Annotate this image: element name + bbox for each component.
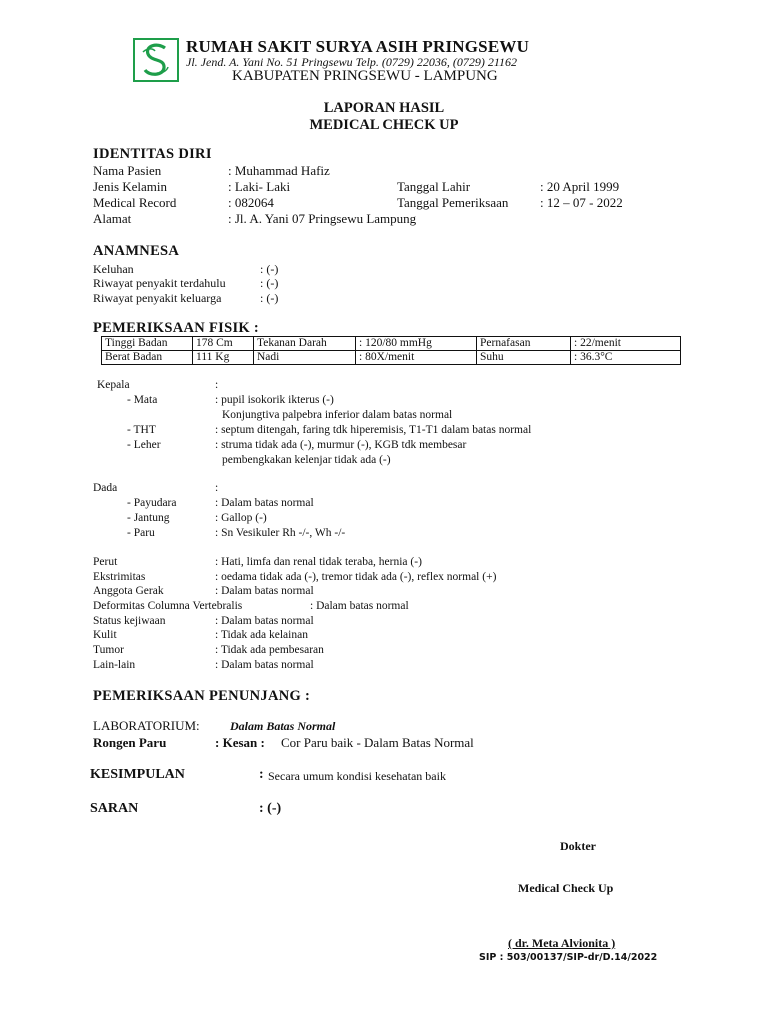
- breast-value: : Dalam batas normal: [215, 497, 314, 509]
- eye-label: - Mata: [127, 394, 158, 406]
- chest-label: Dada: [93, 482, 118, 494]
- table-row: [102, 337, 681, 351]
- medical-record-value: : 082064: [228, 195, 274, 210]
- physical-exam-heading: PEMERIKSAAN FISIK :: [93, 320, 260, 336]
- spine-label: Deformitas Columna Vertebralis: [93, 600, 243, 612]
- xray-impression-label: : Kesan :: [215, 735, 265, 750]
- ent-label: - THT: [127, 424, 156, 436]
- other-value: : Dalam batas normal: [215, 659, 314, 671]
- height-label: Tinggi Badan: [102, 337, 193, 351]
- xray-label: Rongen Paru: [93, 735, 167, 750]
- complaint-label: Keluhan: [93, 262, 134, 276]
- dob-value: : 20 April 1999: [540, 179, 620, 194]
- gender-value: : Laki- Laki: [228, 179, 291, 194]
- tumor-label: Tumor: [93, 644, 124, 656]
- family-history-label: Riwayat penyakit keluarga: [93, 291, 222, 305]
- neck-label: - Leher: [127, 439, 161, 451]
- lab-value: Dalam Batas Normal: [230, 719, 336, 733]
- exam-date-label: Tanggal Pemeriksaan: [397, 195, 509, 210]
- spine-value: : Dalam batas normal: [310, 600, 409, 612]
- skin-value: : Tidak ada kelainan: [215, 629, 308, 641]
- head-colon: :: [215, 379, 219, 391]
- mental-status-label: Status kejiwaan: [93, 615, 166, 627]
- other-label: Lain-lain: [93, 659, 136, 671]
- gender-label: Jenis Kelamin: [93, 179, 168, 194]
- doctor-license-number: SIP : 503/00137/SIP-dr/D.14/2022: [479, 952, 658, 963]
- breast-label: - Payudara: [127, 497, 177, 509]
- conclusion-colon: :: [259, 767, 264, 782]
- skin-label: Kulit: [93, 629, 117, 641]
- hospital-name: RUMAH SAKIT SURYA ASIH PRINGSEWU: [186, 37, 530, 56]
- lung-value: : Sn Vesikuler Rh -/-, Wh -/-: [215, 527, 346, 539]
- xray-value: Cor Paru baik - Dalam Batas Normal: [281, 735, 474, 750]
- patient-name-label: Nama Pasien: [93, 163, 162, 178]
- temperature-label: Suhu: [477, 351, 571, 365]
- table-row: [102, 351, 681, 365]
- neck-value-2: pembengkakan kelenjar tidak ada (-): [222, 454, 391, 466]
- extremities-label: Ekstrimitas: [93, 571, 146, 583]
- past-illness-label: Riwayat penyakit terdahulu: [93, 276, 226, 290]
- abdomen-label: Perut: [93, 556, 118, 568]
- temperature-value: : 36.3°C: [571, 351, 681, 365]
- blood-pressure-value: : 120/80 mmHg: [356, 337, 477, 351]
- hospital-address: Jl. Jend. A. Yani No. 51 Pringsewu Telp. (0729) 22036, (0729) 21162: [186, 55, 517, 69]
- neck-value: : struma tidak ada (-), murmur (-), KGB tdk membesar: [215, 439, 467, 451]
- conclusion-heading: KESIMPULAN: [90, 767, 185, 782]
- address-value: : Jl. A. Yani 07 Pringsewu Lampung: [228, 211, 417, 226]
- respiration-value: : 22/menit: [571, 337, 681, 351]
- heart-value: : Gallop (-): [215, 512, 267, 524]
- past-illness-value: : (-): [260, 276, 279, 290]
- chest-colon: :: [215, 482, 219, 494]
- support-exam-heading: PEMERIKSAAN PENUNJANG :: [93, 688, 311, 704]
- eye-value-2: Konjungtiva palpebra inferior dalam batas normal: [222, 409, 453, 421]
- height-value: 178 Cm: [193, 337, 254, 351]
- limbs-label: Anggota Gerak: [93, 585, 164, 597]
- advice-heading: SARAN: [90, 801, 139, 816]
- signer-role-line2: Medical Check Up: [518, 881, 614, 895]
- conclusion-value: Secara umum kondisi kesehatan baik: [268, 769, 446, 783]
- doctor-name: ( dr. Meta Alvionita ): [508, 936, 616, 950]
- heart-label: - Jantung: [127, 512, 170, 524]
- extremities-value: : oedama tidak ada (-), tremor tidak ada (-), reflex normal (+): [215, 571, 497, 583]
- exam-date-value: : 12 – 07 - 2022: [540, 195, 623, 210]
- weight-label: Berat Badan: [102, 351, 193, 365]
- mental-status-value: : Dalam batas normal: [215, 615, 314, 627]
- hospital-logo: [133, 38, 179, 82]
- weight-value: 111 Kg: [193, 351, 254, 365]
- identity-heading: IDENTITAS DIRI: [93, 146, 212, 162]
- advice-value: : (-): [259, 801, 282, 816]
- respiration-label: Pernafasan: [477, 337, 571, 351]
- signer-role-line1: Dokter: [560, 839, 596, 853]
- anamnesis-heading: ANAMNESA: [93, 243, 180, 259]
- pulse-value: : 80X/menit: [356, 351, 477, 365]
- tumor-value: : Tidak ada pembesaran: [215, 644, 324, 656]
- logo-s-icon: [135, 40, 177, 80]
- vitals-table: [101, 336, 681, 365]
- eye-value: : pupil isokorik ikterus (-): [215, 394, 334, 406]
- report-title-line2: MEDICAL CHECK UP: [309, 117, 459, 133]
- hospital-regency: KABUPATEN PRINGSEWU - LAMPUNG: [232, 68, 498, 84]
- lung-label: - Paru: [127, 527, 155, 539]
- report-title-line1: LAPORAN HASIL: [323, 100, 445, 116]
- head-label: Kepala: [97, 379, 130, 391]
- patient-name-value: : Muhammad Hafiz: [228, 163, 330, 178]
- ent-value: : septum ditengah, faring tdk hiperemisis, T1-T1 dalam batas normal: [215, 424, 532, 436]
- pulse-label: Nadi: [254, 351, 356, 365]
- blood-pressure-label: Tekanan Darah: [254, 337, 356, 351]
- complaint-value: : (-): [260, 262, 279, 276]
- dob-label: Tanggal Lahir: [397, 179, 471, 194]
- medical-record-label: Medical Record: [93, 195, 177, 210]
- address-label: Alamat: [93, 211, 132, 226]
- lab-label: LABORATORIUM:: [93, 718, 200, 733]
- abdomen-value: : Hati, limfa dan renal tidak teraba, hernia (-): [215, 556, 422, 568]
- limbs-value: : Dalam batas normal: [215, 585, 314, 597]
- family-history-value: : (-): [260, 291, 279, 305]
